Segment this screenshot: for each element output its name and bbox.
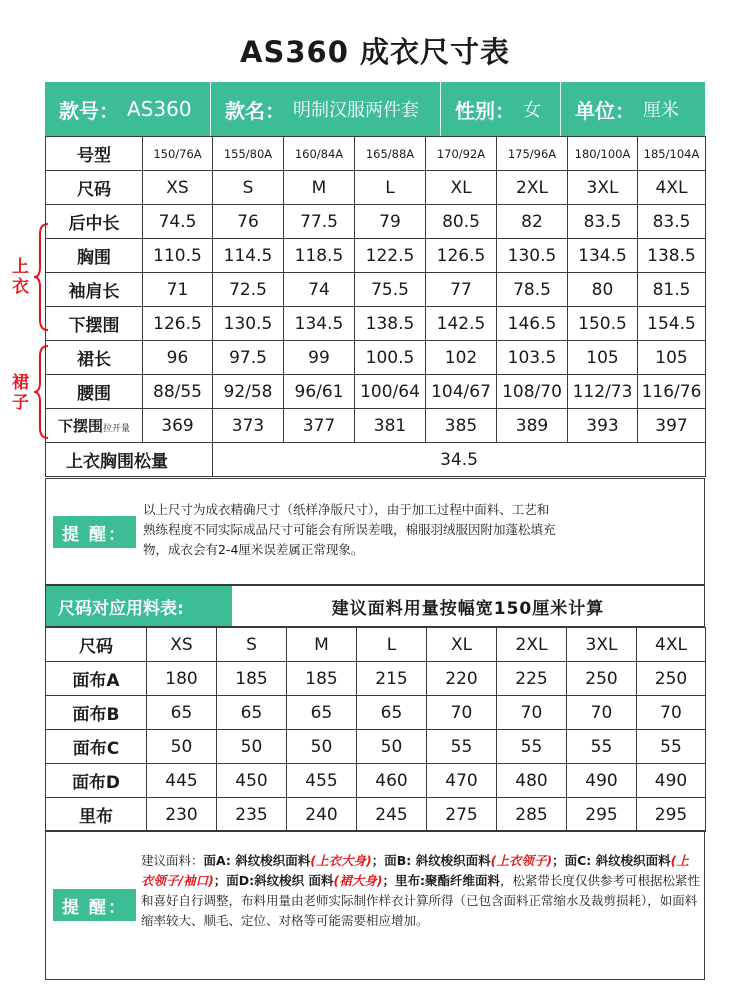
skirt-measure-row	[46, 375, 706, 409]
value-cell: 275	[427, 798, 497, 832]
value-cell: 55	[637, 730, 706, 764]
row-label	[46, 409, 143, 443]
skirt-hem-row	[46, 409, 706, 443]
size-cell: 4XL	[637, 628, 706, 662]
value-cell: 55	[567, 730, 637, 764]
value-cell: 65	[147, 696, 217, 730]
value-cell: 74	[284, 273, 355, 307]
value-cell: 480	[497, 764, 567, 798]
separator: ；	[371, 853, 385, 868]
style-no-value: AS360	[127, 97, 192, 121]
value-cell: 70	[497, 696, 567, 730]
fabric-d-label: 面D:斜纹梭织 面料	[226, 873, 334, 888]
value-cell: 130.5	[497, 239, 568, 273]
row-label: 尺码	[46, 628, 147, 662]
value-cell: 230	[147, 798, 217, 832]
value-cell: 72.5	[213, 273, 284, 307]
value-cell: 180	[147, 662, 217, 696]
value-cell: 490	[637, 764, 706, 798]
size-cell: M	[284, 171, 355, 205]
value-cell: 490	[567, 764, 637, 798]
reminder-text-2	[141, 851, 701, 931]
value-cell: 373	[213, 409, 284, 443]
product-header-bar	[45, 82, 705, 136]
value-cell: 102	[426, 341, 497, 375]
fabric-suggest-prefix: 建议面料：	[141, 853, 204, 868]
value-cell: 97.5	[213, 341, 284, 375]
value-cell: 142.5	[426, 307, 497, 341]
separator: ；	[382, 873, 395, 888]
value-cell: 146.5	[497, 307, 568, 341]
value-cell: 65	[357, 696, 427, 730]
value-cell: 92/58	[213, 375, 284, 409]
model-cell: 185/104A	[638, 137, 706, 171]
row-label: 面布C	[46, 730, 147, 764]
row-label: 号型	[46, 137, 143, 171]
reminder-box-1	[45, 478, 705, 585]
value-cell: 77	[426, 273, 497, 307]
fabric-table-title: 尺码对应用料表:	[46, 586, 232, 626]
value-cell: 110.5	[143, 239, 213, 273]
skirt-group-brace	[32, 344, 50, 440]
value-cell: 385	[426, 409, 497, 443]
row-label: 面布D	[46, 764, 147, 798]
value-cell: 250	[637, 662, 706, 696]
fabric-b-use: (上衣领子)	[490, 853, 553, 868]
row-label: 面布B	[46, 696, 147, 730]
ease-row	[46, 443, 706, 477]
value-cell: 126.5	[143, 307, 213, 341]
model-cell: 150/76A	[143, 137, 213, 171]
value-cell: 96/61	[284, 375, 355, 409]
value-cell: 99	[284, 341, 355, 375]
skirt-group-label: 裙子	[12, 373, 29, 413]
value-cell: 104/67	[426, 375, 497, 409]
value-cell: 50	[217, 730, 287, 764]
value-cell: 134.5	[284, 307, 355, 341]
value-cell: 220	[427, 662, 497, 696]
value-cell: 96	[143, 341, 213, 375]
value-cell: 381	[355, 409, 426, 443]
model-cell: 170/92A	[426, 137, 497, 171]
value-cell: 460	[357, 764, 427, 798]
size-cell: S	[217, 628, 287, 662]
model-cell: 180/100A	[568, 137, 638, 171]
row-label: 尺码	[46, 171, 143, 205]
value-cell: 445	[147, 764, 217, 798]
value-cell: 295	[567, 798, 637, 832]
gender-label: 性别：	[455, 98, 515, 123]
fabric-width-note: 建议面料用量按幅宽150厘米计算	[331, 598, 605, 619]
fabric-a-label: 面A: 斜纹梭织面料	[203, 853, 311, 868]
value-cell: 118.5	[284, 239, 355, 273]
reminder-line: 物，成衣会有2-4厘米误差属正常现象。	[143, 542, 364, 557]
value-cell: 126.5	[426, 239, 497, 273]
separator: ；	[552, 853, 565, 868]
skirt-measure-row	[46, 341, 706, 375]
row-label: 里布	[46, 798, 147, 832]
reminder-text-1	[143, 500, 698, 560]
value-cell: 105	[568, 341, 638, 375]
size-cell: 3XL	[567, 628, 637, 662]
size-cell: M	[287, 628, 357, 662]
value-cell: 185	[287, 662, 357, 696]
fabric-row	[46, 798, 706, 832]
gender-value: 女	[523, 100, 541, 121]
hem-small-note: 拉开量	[103, 424, 131, 434]
value-cell: 105	[638, 341, 706, 375]
model-cell: 175/96A	[497, 137, 568, 171]
size-cell: XL	[427, 628, 497, 662]
value-cell: 50	[357, 730, 427, 764]
top-measure-row	[46, 273, 706, 307]
size-cell: XL	[426, 171, 497, 205]
size-cell: 2XL	[497, 628, 567, 662]
name-label: 款名：	[225, 98, 285, 123]
fabric-row	[46, 730, 706, 764]
value-cell: 369	[143, 409, 213, 443]
model-row	[46, 137, 706, 171]
size-cell: L	[355, 171, 426, 205]
top-measure-row	[46, 205, 706, 239]
model-cell: 160/84A	[284, 137, 355, 171]
value-cell: 55	[427, 730, 497, 764]
fabric-row	[46, 696, 706, 730]
value-cell: 225	[497, 662, 567, 696]
row-label: 后中长	[46, 205, 143, 239]
value-cell: 83.5	[568, 205, 638, 239]
value-cell: 138.5	[355, 307, 426, 341]
value-cell: 78.5	[497, 273, 568, 307]
model-cell: 155/80A	[213, 137, 284, 171]
reminder-label-2: 提 醒：	[53, 889, 136, 921]
size-cell: 3XL	[568, 171, 638, 205]
value-cell: 470	[427, 764, 497, 798]
value-cell: 77.5	[284, 205, 355, 239]
top-measure-row	[46, 307, 706, 341]
name-cell	[210, 82, 440, 136]
name-value: 明制汉服两件套	[293, 100, 419, 121]
size-cell: 4XL	[638, 171, 706, 205]
fabric-note-rest: ，松紧带长度仅供参考可根据松紧性和喜好自行调整，布料用量由老师实	[141, 873, 700, 908]
value-cell: 116/76	[638, 375, 706, 409]
row-label: 面布A	[46, 662, 147, 696]
ease-value: 34.5	[213, 443, 706, 477]
unit-value: 厘米	[643, 100, 679, 121]
value-cell: 130.5	[213, 307, 284, 341]
value-cell: 83.5	[638, 205, 706, 239]
value-cell: 112/73	[568, 375, 638, 409]
size-cell: S	[213, 171, 284, 205]
fabric-table	[45, 627, 706, 832]
style-no-label: 款号：	[59, 98, 119, 123]
fabric-size-row	[46, 628, 706, 662]
value-cell: 108/70	[497, 375, 568, 409]
reminder-label-1: 提 醒：	[53, 516, 136, 548]
value-cell: 50	[287, 730, 357, 764]
top-group-brace	[32, 222, 50, 332]
value-cell: 71	[143, 273, 213, 307]
top-measure-row	[46, 239, 706, 273]
separator: ；	[213, 873, 227, 888]
value-cell: 65	[217, 696, 287, 730]
fabric-note-rest: 大、顺毛、定位、对格等可能需要相应增加。	[178, 913, 429, 928]
value-cell: 138.5	[638, 239, 706, 273]
size-row	[46, 171, 706, 205]
row-label: 胸围	[46, 239, 143, 273]
value-cell: 70	[427, 696, 497, 730]
fabric-row	[46, 764, 706, 798]
value-cell: 70	[637, 696, 706, 730]
value-cell: 185	[217, 662, 287, 696]
value-cell: 240	[287, 798, 357, 832]
value-cell: 55	[497, 730, 567, 764]
value-cell: 134.5	[568, 239, 638, 273]
fabric-row	[46, 662, 706, 696]
value-cell: 81.5	[638, 273, 706, 307]
model-cell: 165/88A	[355, 137, 426, 171]
fabric-header	[45, 585, 705, 627]
reminder-line: 熟练程度不同实际成品尺寸可能会有所误差哦，棉服羽绒服因附加蓬松填充	[143, 522, 556, 537]
value-cell: 397	[638, 409, 706, 443]
size-cell: L	[357, 628, 427, 662]
value-cell: 114.5	[213, 239, 284, 273]
page-title: AS360 成衣尺寸表	[240, 35, 510, 69]
fabric-note-rest: 际制作样衣计算所得（已包含面料正常缩水及裁剪损耗），如面料缩率较	[141, 893, 698, 928]
value-cell: 74.5	[143, 205, 213, 239]
fabric-c-label: 面C: 斜纹梭织面料	[564, 853, 671, 868]
value-cell: 393	[568, 409, 638, 443]
top-group-label: 上衣	[12, 257, 29, 297]
value-cell: 295	[637, 798, 706, 832]
ease-label: 上衣胸围松量	[46, 443, 213, 477]
hem-label: 下摆围	[57, 417, 103, 435]
row-label: 下摆围	[46, 307, 143, 341]
value-cell: 76	[213, 205, 284, 239]
fabric-b-label: 面B: 斜纹梭织面料	[384, 853, 491, 868]
value-cell: 450	[217, 764, 287, 798]
value-cell: 154.5	[638, 307, 706, 341]
gender-cell	[440, 82, 560, 136]
value-cell: 50	[147, 730, 217, 764]
value-cell: 235	[217, 798, 287, 832]
value-cell: 100/64	[355, 375, 426, 409]
value-cell: 103.5	[497, 341, 568, 375]
value-cell: 70	[567, 696, 637, 730]
value-cell: 150.5	[568, 307, 638, 341]
value-cell: 215	[357, 662, 427, 696]
lining-label: 里布:聚酯纤维面料	[394, 873, 500, 888]
value-cell: 100.5	[355, 341, 426, 375]
size-cell: XS	[143, 171, 213, 205]
value-cell: 82	[497, 205, 568, 239]
value-cell: 285	[497, 798, 567, 832]
value-cell: 79	[355, 205, 426, 239]
style-no-cell	[45, 82, 210, 136]
fabric-d-use: (裙大身)	[333, 873, 383, 888]
value-cell: 122.5	[355, 239, 426, 273]
value-cell: 389	[497, 409, 568, 443]
value-cell: 65	[287, 696, 357, 730]
value-cell: 88/55	[143, 375, 213, 409]
unit-label: 单位：	[575, 98, 635, 123]
size-cell: 2XL	[497, 171, 568, 205]
fabric-a-use: (上衣大身)	[310, 853, 372, 868]
unit-cell	[560, 82, 705, 136]
value-cell: 250	[567, 662, 637, 696]
size-cell: XS	[147, 628, 217, 662]
reminder-line: 以上尺寸为成衣精确尺寸（纸样净版尺寸），由于加工过程中面料、工艺和	[143, 502, 550, 517]
row-label: 袖肩长	[46, 273, 143, 307]
value-cell: 455	[287, 764, 357, 798]
value-cell: 80	[568, 273, 638, 307]
value-cell: 80.5	[426, 205, 497, 239]
fabric-c-use: (上衣领子/袖口)	[141, 853, 689, 888]
reminder-box-2	[45, 830, 705, 980]
row-label: 裙长	[46, 341, 143, 375]
size-table	[45, 136, 706, 477]
value-cell: 75.5	[355, 273, 426, 307]
row-label: 腰围	[46, 375, 143, 409]
value-cell: 377	[284, 409, 355, 443]
value-cell: 245	[357, 798, 427, 832]
